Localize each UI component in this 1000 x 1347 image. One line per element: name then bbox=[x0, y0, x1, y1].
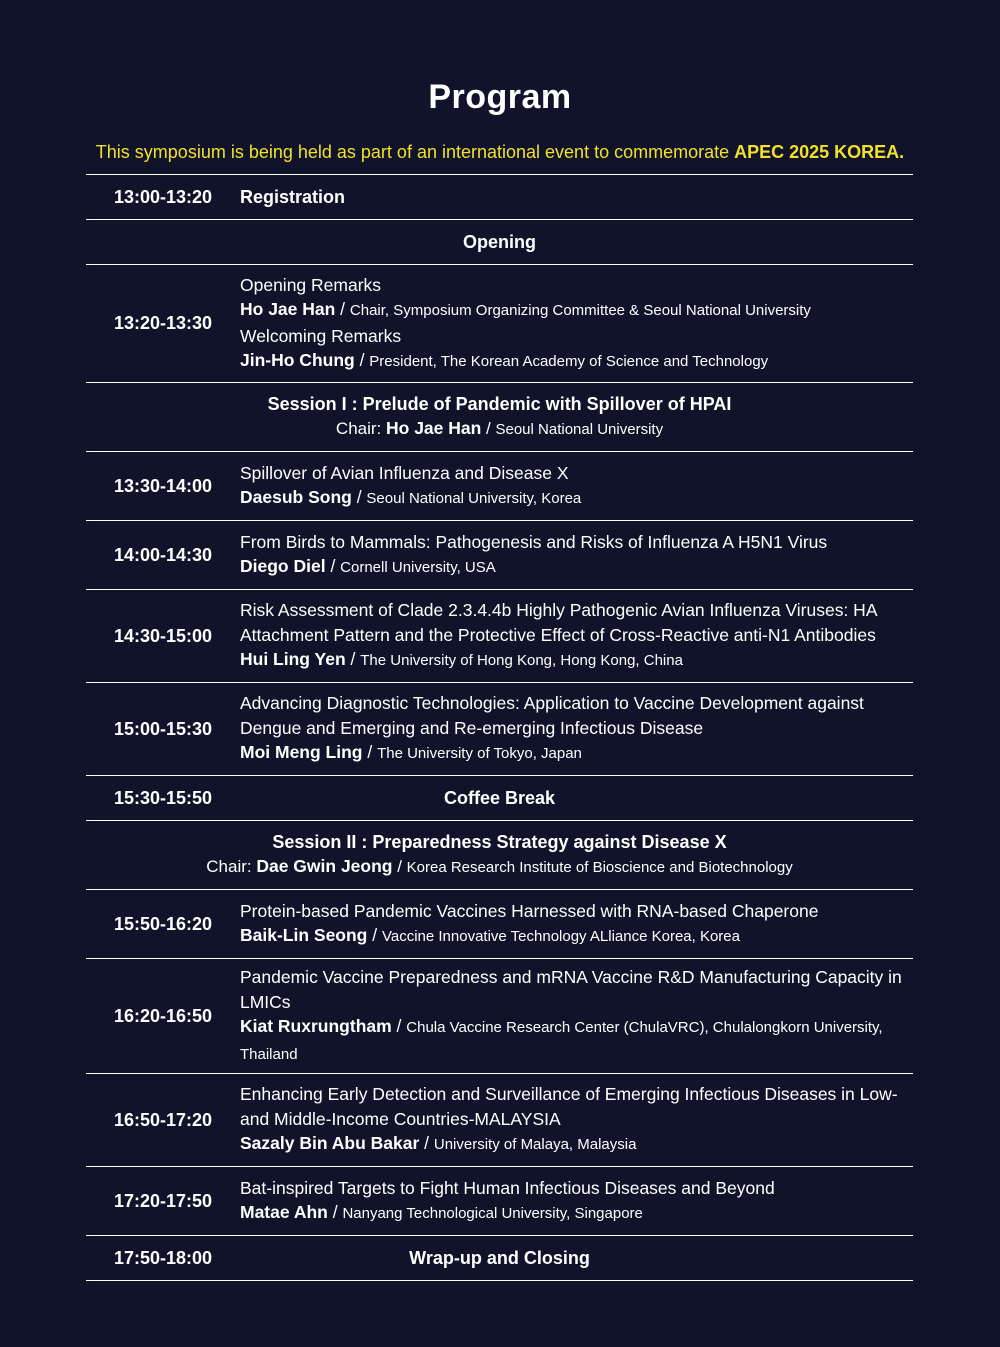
chair-affiliation: Korea Research Institute of Bioscience and Biotechnology bbox=[406, 859, 793, 876]
separator: / bbox=[481, 419, 496, 438]
opening-content bbox=[240, 273, 913, 375]
speaker-affiliation: University of Malaya, Malaysia bbox=[433, 1136, 637, 1154]
session-header bbox=[86, 392, 913, 442]
separator: / bbox=[327, 1202, 343, 1222]
opening-header: Opening bbox=[463, 231, 536, 252]
speaker-name: Diego Diel bbox=[240, 556, 326, 576]
separator: / bbox=[362, 742, 378, 763]
notice-text: This symposium is being held as part of an international event to commemorate bbox=[95, 142, 735, 162]
speaker-name: Ho Jae Han bbox=[240, 299, 336, 319]
row-talk5 bbox=[86, 890, 913, 959]
time-slot: 15:30-15:50 bbox=[113, 787, 213, 808]
speaker-name: Sazaly Bin Abu Bakar bbox=[240, 1133, 420, 1154]
row-closing bbox=[86, 1236, 913, 1281]
time-slot: 13:00-13:20 bbox=[113, 186, 213, 207]
row-talk1 bbox=[86, 452, 913, 521]
row-session2 bbox=[86, 821, 913, 890]
chair-name: Ho Jae Han bbox=[386, 418, 482, 438]
session-title: Session II : Preparedness Strategy against Disease X bbox=[272, 832, 727, 852]
row-talk8 bbox=[86, 1167, 913, 1236]
speaker-affiliation: Vaccine Innovative Technology ALliance Korea, Korea bbox=[381, 928, 740, 945]
session-chair bbox=[86, 416, 913, 442]
session-title: Session I : Prelude of Pandemic with Spillover of HPAI bbox=[267, 394, 732, 414]
row-talk6 bbox=[86, 959, 913, 1074]
row-talk3 bbox=[86, 590, 913, 683]
speaker-name: Hui Ling Yen bbox=[240, 649, 346, 670]
separator: / bbox=[335, 299, 350, 319]
chair-label: Chair: bbox=[206, 857, 257, 876]
speaker-name: Baik-Lin Seong bbox=[240, 925, 368, 945]
time-slot: 17:20-17:50 bbox=[113, 1190, 213, 1211]
talk-content bbox=[240, 965, 913, 1067]
talk-content bbox=[240, 1176, 913, 1227]
program-table bbox=[86, 174, 913, 1281]
speaker-affiliation: The University of Hong Kong, Hong Kong, China bbox=[360, 652, 683, 670]
row-coffee-break bbox=[86, 776, 913, 821]
talk-title: Opening Remarks bbox=[240, 274, 382, 295]
time-slot: 14:00-14:30 bbox=[113, 544, 213, 565]
talk-title: Protein-based Pandemic Vaccines Harnessed with RNA-based Chaperone bbox=[240, 900, 819, 921]
session-header bbox=[86, 830, 913, 880]
notice-highlight: APEC 2025 KOREA. bbox=[734, 142, 905, 162]
separator: / bbox=[325, 556, 341, 576]
separator: / bbox=[354, 350, 370, 370]
row-talk4 bbox=[86, 683, 913, 776]
talk-content bbox=[240, 1082, 913, 1158]
talk-content bbox=[240, 899, 913, 950]
apec-notice bbox=[0, 142, 1000, 163]
time-slot: 13:30-14:00 bbox=[113, 475, 213, 496]
separator: / bbox=[351, 487, 367, 507]
chair-name: Dae Gwin Jeong bbox=[256, 856, 393, 876]
speaker-name: Kiat Ruxrungtham bbox=[240, 1016, 392, 1036]
talk-content bbox=[240, 530, 913, 581]
separator: / bbox=[392, 857, 407, 876]
speaker-affiliation: Nanyang Technological University, Singapore bbox=[342, 1205, 643, 1222]
speaker-affiliation: Cornell University, USA bbox=[340, 559, 496, 576]
speaker-affiliation: Seoul National University, Korea bbox=[366, 490, 582, 507]
registration-label: Registration bbox=[240, 186, 346, 207]
talk-content bbox=[240, 598, 913, 674]
talk-content bbox=[240, 461, 913, 512]
talk-title: From Birds to Mammals: Pathogenesis and Risks of Influenza A H5N1 Virus bbox=[240, 531, 828, 552]
time-slot: 17:50-18:00 bbox=[113, 1247, 213, 1268]
speaker-name: Jin-Ho Chung bbox=[240, 350, 355, 370]
time-slot: 16:20-16:50 bbox=[113, 1005, 213, 1026]
row-opening bbox=[86, 265, 913, 383]
talk-title: Enhancing Early Detection and Surveillance of Emerging Infectious Diseases in Low- and Middle-Income Countries-MALAYSIA bbox=[240, 1084, 898, 1129]
page-title: Program bbox=[428, 78, 572, 116]
speaker-name: Matae Ahn bbox=[240, 1202, 328, 1222]
separator: / bbox=[419, 1133, 434, 1154]
talk-content bbox=[240, 691, 913, 767]
talk-title: Bat-inspired Targets to Fight Human Infectious Diseases and Beyond bbox=[240, 1177, 775, 1198]
speaker-affiliation: Chair, Symposium Organizing Committee & Seoul National University bbox=[349, 302, 811, 319]
talk-title: Welcoming Remarks bbox=[240, 325, 402, 346]
speaker-name: Moi Meng Ling bbox=[240, 742, 363, 763]
talk-title: Advancing Diagnostic Technologies: Application to Vaccine Development against Dengue and Emerging and Re-emerging Infectious Disease bbox=[240, 693, 864, 738]
time-slot: 15:50-16:20 bbox=[113, 913, 213, 934]
chair-affiliation: Seoul National University bbox=[495, 421, 664, 438]
separator: / bbox=[367, 925, 382, 945]
row-registration bbox=[86, 175, 913, 220]
talk-title: Pandemic Vaccine Preparedness and mRNA Vaccine R&D Manufacturing Capacity in LMICs bbox=[240, 967, 902, 1012]
coffee-break-label: Coffee Break bbox=[443, 787, 556, 808]
time-slot: 16:50-17:20 bbox=[113, 1109, 213, 1130]
chair-label: Chair: bbox=[335, 419, 386, 438]
session-chair bbox=[86, 854, 913, 880]
time-slot: 15:00-15:30 bbox=[113, 718, 213, 739]
row-opening-header bbox=[86, 220, 913, 265]
row-talk7 bbox=[86, 1074, 913, 1167]
speaker-affiliation: Chula Vaccine Research Center (ChulaVRC), Chulalongkorn University, Thailand bbox=[240, 1019, 883, 1063]
speaker-name: Daesub Song bbox=[240, 487, 352, 507]
separator: / bbox=[391, 1016, 407, 1036]
speaker-affiliation: The University of Tokyo, Japan bbox=[377, 745, 582, 763]
time-slot: 14:30-15:00 bbox=[113, 625, 213, 646]
time-slot: 13:20-13:30 bbox=[113, 313, 213, 333]
talk-title: Risk Assessment of Clade 2.3.4.4b Highly Pathogenic Avian Influenza Viruses: HA Attachment Pattern and the Protective Effect of Cross-Reactive anti-N1 Antibodies bbox=[240, 600, 877, 645]
speaker-affiliation: President, The Korean Academy of Science and Technology bbox=[369, 353, 769, 370]
row-talk2 bbox=[86, 521, 913, 590]
row-session1 bbox=[86, 383, 913, 452]
talk-title: Spillover of Avian Influenza and Disease X bbox=[240, 462, 569, 483]
separator: / bbox=[345, 649, 361, 670]
closing-label: Wrap-up and Closing bbox=[409, 1247, 590, 1268]
